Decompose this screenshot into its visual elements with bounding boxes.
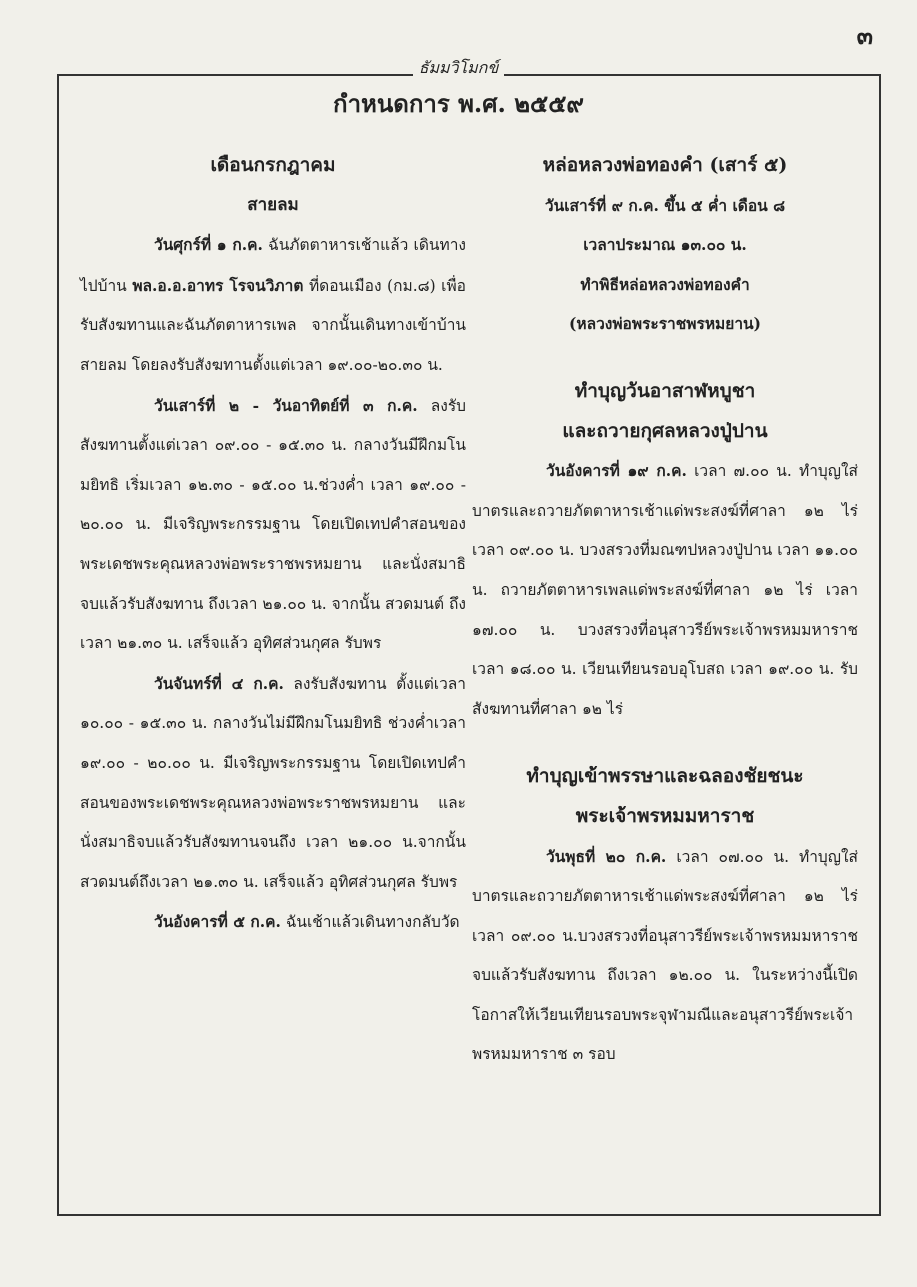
event1-date-line: วันเสาร์ที่ ๙ ก.ค. ขึ้น ๕ ค่ำ เดือน ๘ [544,195,786,215]
month-heading: เดือนกรกฎาคม [210,154,336,176]
entry-3-text: ลงรับสังฆทาน ตั้งแต่เวลา ๑๐.๐๐ - ๑๕.๓๐ น. กลางวันไม่มีฝึกมโนมยิทธิ ช่วงค่ำเวลา ๑๙.๐๐ - ๒๐.๐๐ น. มีเจริญพระกรรมฐาน โดยเปิดเทปคำสอนของพระเดชพระคุณหลวงพ่อพระราชพรหมยาน และนั่งสมาธิจบแล้วรับสังฆทานจนถึง เวลา ๒๑.๐๐ น.จากนั้นสวดมนต์ถึงเวลา ๒๑.๓๐ น. เสร็จแล้ว อุทิศส่วนกุศล รับพร [80,674,466,891]
journal-name [0,56,917,81]
event3-date: วันพุธที่ ๒๐ ก.ค. [546,846,667,866]
event2-date: วันอังคารที่ ๑๙ ก.ค. [546,461,687,481]
right-column [472,146,858,1075]
entry-1-host-name: พล.อ.อ.อาทร โรจนวิภาต [132,275,304,295]
entry-3 [80,664,466,903]
event3-date-time: เวลา ๐๗.๐๐ น. [676,847,790,866]
event3-heading-line1: ทำบุญเข้าพรรษาและฉลองชัยชนะ [526,765,804,788]
place-heading: สายลม [247,194,299,215]
spacer [472,344,858,372]
entry-4 [80,902,466,943]
event1-time-line: เวลาประมาณ ๑๓.๐๐ น. [583,235,747,255]
entry-2-date: วันเสาร์ที่ ๒ - วันอาทิตย์ที่ ๓ ก.ค. [154,395,418,415]
spacer [472,729,858,757]
event1-subject-line: (หลวงพ่อพระราชพรหมยาน) [569,314,761,334]
entry-2-text: ลงรับสังฆทานตั้งแต่เวลา ๐๙.๐๐ - ๑๕.๓๐ น. กลางวันมีฝึกมโนมยิทธิ เริ่มเวลา ๑๒.๓๐ - ๑๕.๐๐ น.ช่วงค่ำ เวลา ๑๙.๐๐ - ๒๐.๐๐ น. มีเจริญพระกรรมฐาน โดยเปิดเทปคำสอนของพระเดชพระคุณหลวงพ่อพระราชพรหมยาน และนั่งสมาธิจบแล้วรับสังฆทาน ถึงเวลา ๒๑.๐๐ น. จากนั้น สวดมนต์ ถึงเวลา ๒๑.๓๐ น. เสร็จแล้ว อุทิศส่วนกุศล รับพร [80,396,466,653]
journal-name-text: ธัมมวิโมกข์ [413,58,505,77]
event2-text [472,451,858,729]
entry-1-text-after: ที่ดอนเมือง (กม.๘) เพื่อรับสังฆทานและฉันภัตตาหารเพล จากนั้นเดินทางเข้าบ้านสายลม โดยลงรับสังฆทานตั้งแต่เวลา ๑๙.๐๐-๒๐.๓๐ น. [80,276,466,374]
page-title: กำหนดการ พ.ศ. ๒๕๕๙ [333,89,584,118]
entry-1 [80,225,466,385]
entry-3-date: วันจันทร์ที่ ๔ ก.ค. [154,673,284,693]
event2-heading-line1: ทำบุญวันอาสาฬหบูชา [574,379,756,402]
event2-heading-line2: และถวายกุศลหลวงปู่ปาน [562,419,768,442]
page-number: ๓ [856,21,873,50]
event3-text [472,837,858,1076]
entry-2 [80,386,466,664]
entry-4-text: ฉันเช้าแล้วเดินทางกลับวัด [285,913,460,932]
entry-4-date: วันอังคารที่ ๕ ก.ค. [154,912,281,932]
entry-1-date: วันศุกร์ที่ ๑ ก.ค. [154,235,263,255]
entry-1-text-before: ฉันภัตตาหารเช้าแล้ว เดินทางไปบ้าน [80,236,466,295]
event3-heading-line2: พระเจ้าพรหมมหาราช [575,804,755,827]
event1-ceremony-line: ทำพิธีหล่อหลวงพ่อทองคำ [580,274,750,294]
event1-heading: หล่อหลวงพ่อทองคำ (เสาร์ ๕) [542,154,788,176]
left-column [80,146,466,943]
event2-body: ทำบุญใส่บาตรและถวายภัตตาหารเช้าแด่พระสงฆ์ที่ศาลา ๑๒ ไร่ เวลา ๐๙.๐๐ น. บวงสรวงที่มณฑปหลวงปู่ปาน เวลา ๑๑.๐๐ น. ถวายภัตตาหารเพลแด่พระสงฆ์ที่ศาลา ๑๒ ไร่ เวลา ๑๗.๐๐ น. บวงสรวงที่อนุสาวรีย์พระเจ้าพรหมมหาราช เวลา ๑๘.๐๐ น. เวียนเทียนรอบอุโบสถ เวลา ๑๙.๐๐ น. รับสังฆทานที่ศาลา ๑๒ ไร่ [472,462,858,718]
event2-date-time: เวลา ๗.๐๐ น. [694,462,792,481]
event3-body: ทำบุญใส่บาตรและถวายภัตตาหารเช้าแด่พระสงฆ์ที่ศาลา ๑๒ ไร่ เวลา ๐๙.๐๐ น.บวงสรวงที่อนุสาวรีย์พระเจ้าพรหมมหาราช จบแล้วรับสังฆทาน ถึงเวลา ๑๒.๐๐ น. ในระหว่างนี้เปิดโอกาสให้เวียนเทียนรอบพระจุฬามณีและอนุสาวรีย์พระเจ้าพรหมมหาราช ๓ รอบ [472,847,859,1064]
